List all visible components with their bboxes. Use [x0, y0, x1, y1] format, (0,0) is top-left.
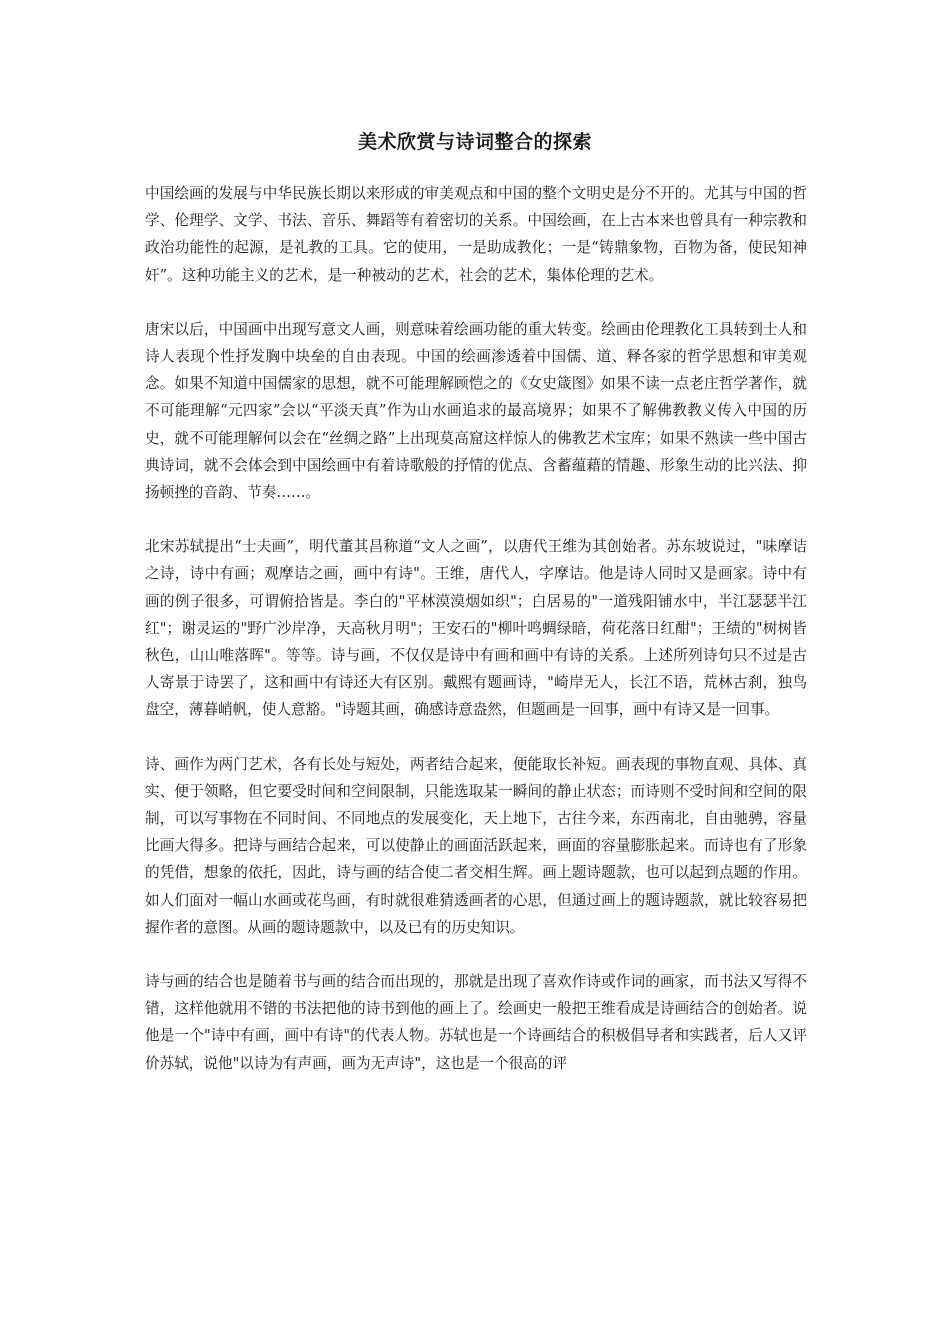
- paragraph-5: 诗与画的结合也是随着书与画的结合而出现的，那就是出现了喜欢作诗或作词的画家，而书法又写得不错，这样他就用不错的书法把他的诗书到他的画上了。绘画史一般把王维看成是诗画结合的创始者。说他是一个"诗中有画，画中有诗"的代表人物。苏轼也是一个诗画结合的积极倡导者和实践者，后人又评价苏轼，说他"以诗为有声画，画为无声诗"，这也是一个很高的评: [145, 973, 807, 1072]
- document-body: [145, 180, 807, 1104]
- paragraph-1: 中国绘画的发展与中华民族长期以来形成的审美观点和中国的整个文明史是分不开的。尤其与中国的哲学、伦理学、文学、书法、音乐、舞蹈等有着密切的关系。中国绘画，在上古本来也曾具有一种宗教和政治功能性的起源，是礼教的工具。它的使用，一是助成教化；一是“铸鼎象物，百物为备，使民知神奸”。这种功能主义的艺术，是一种被动的艺术，社会的艺术，集体伦理的艺术。: [145, 185, 807, 284]
- paragraph-2: 唐宋以后，中国画中出现写意文人画，则意味着绘画功能的重大转变。绘画由伦理教化工具转到士人和诗人表现个性抒发胸中块垒的自由表现。中国的绘画渗透着中国儒、道、释各家的哲学思想和审美观念。如果不知道中国儒家的思想，就不可能理解顾恺之的《女史箴图》如果不读一点老庄哲学著作，就不可能理解“元四家”会以“平淡天真”作为山水画追求的最高境界；如果不了解佛教教义传入中国的历史，就不可能理解何以会在“丝绸之路”上出现莫高窟这样惊人的佛教艺术宝库；如果不熟读一些中国古典诗词，就不会体会到中国绘画中有着诗歌般的抒情的优点、含蓄蕴藉的情趣、形象生动的比兴法、抑扬顿挫的音韵、节奏……。: [145, 320, 807, 502]
- paragraph-3: 北宋苏轼提出“士夫画”，明代董其昌称道“文人之画”，以唐代王维为其创始者。苏东坡说过，"味摩诘之诗，诗中有画；观摩诘之画，画中有诗"。王维，唐代人，字摩诘。他是诗人同时又是画家。诗中有画的例子很多，可谓俯拾皆是。李白的"平林漠漠烟如织"；白居易的"一道残阳铺水中，半江瑟瑟半江红"；谢灵运的"野广沙岸净，天高秋月明"；王安石的"柳叶鸣蜩绿暗，荷花落日红酣"；王绩的"树树皆秋色，山山唯落晖"。等等。诗与画，不仅仅是诗中有画和画中有诗的关系。上述所列诗句只不过是古人寄景于诗罢了，这和画中有诗还大有区别。戴熙有题画诗，"崎岸无人，长江不语，荒林古刹，独鸟盘空，薄暮峭帆，使人意豁。"诗题其画，确感诗意盎然，但题画是一回事，画中有诗又是一回事。: [145, 538, 807, 719]
- paragraph-4: 诗、画作为两门艺术，各有长处与短处，两者结合起来，便能取长补短。画表现的事物直观、具体、真实、便于领略，但它要受时间和空间限制，只能选取某一瞬间的静止状态；而诗则不受时间和空间的限制，可以写事物在不同时间、不同地点的发展变化，天上地下，古往今来，东西南北，自由驰骋，容量比画大得多。把诗与画结合起来，可以使静止的画面活跃起来，画面的容量膨胀起来。而诗也有了形象的凭借，想象的依托，因此，诗与画的结合使二者交相生辉。画上题诗题款，也可以起到点题的作用。如人们面对一幅山水画或花鸟画，有时就很难猜透画者的心思，但通过画上的题诗题款，就比较容易把握作者的意图。从画的题诗题款中，以及已有的历史知识。: [145, 755, 807, 936]
- document-title: 美术欣赏与诗词整合的探索: [357, 131, 592, 153]
